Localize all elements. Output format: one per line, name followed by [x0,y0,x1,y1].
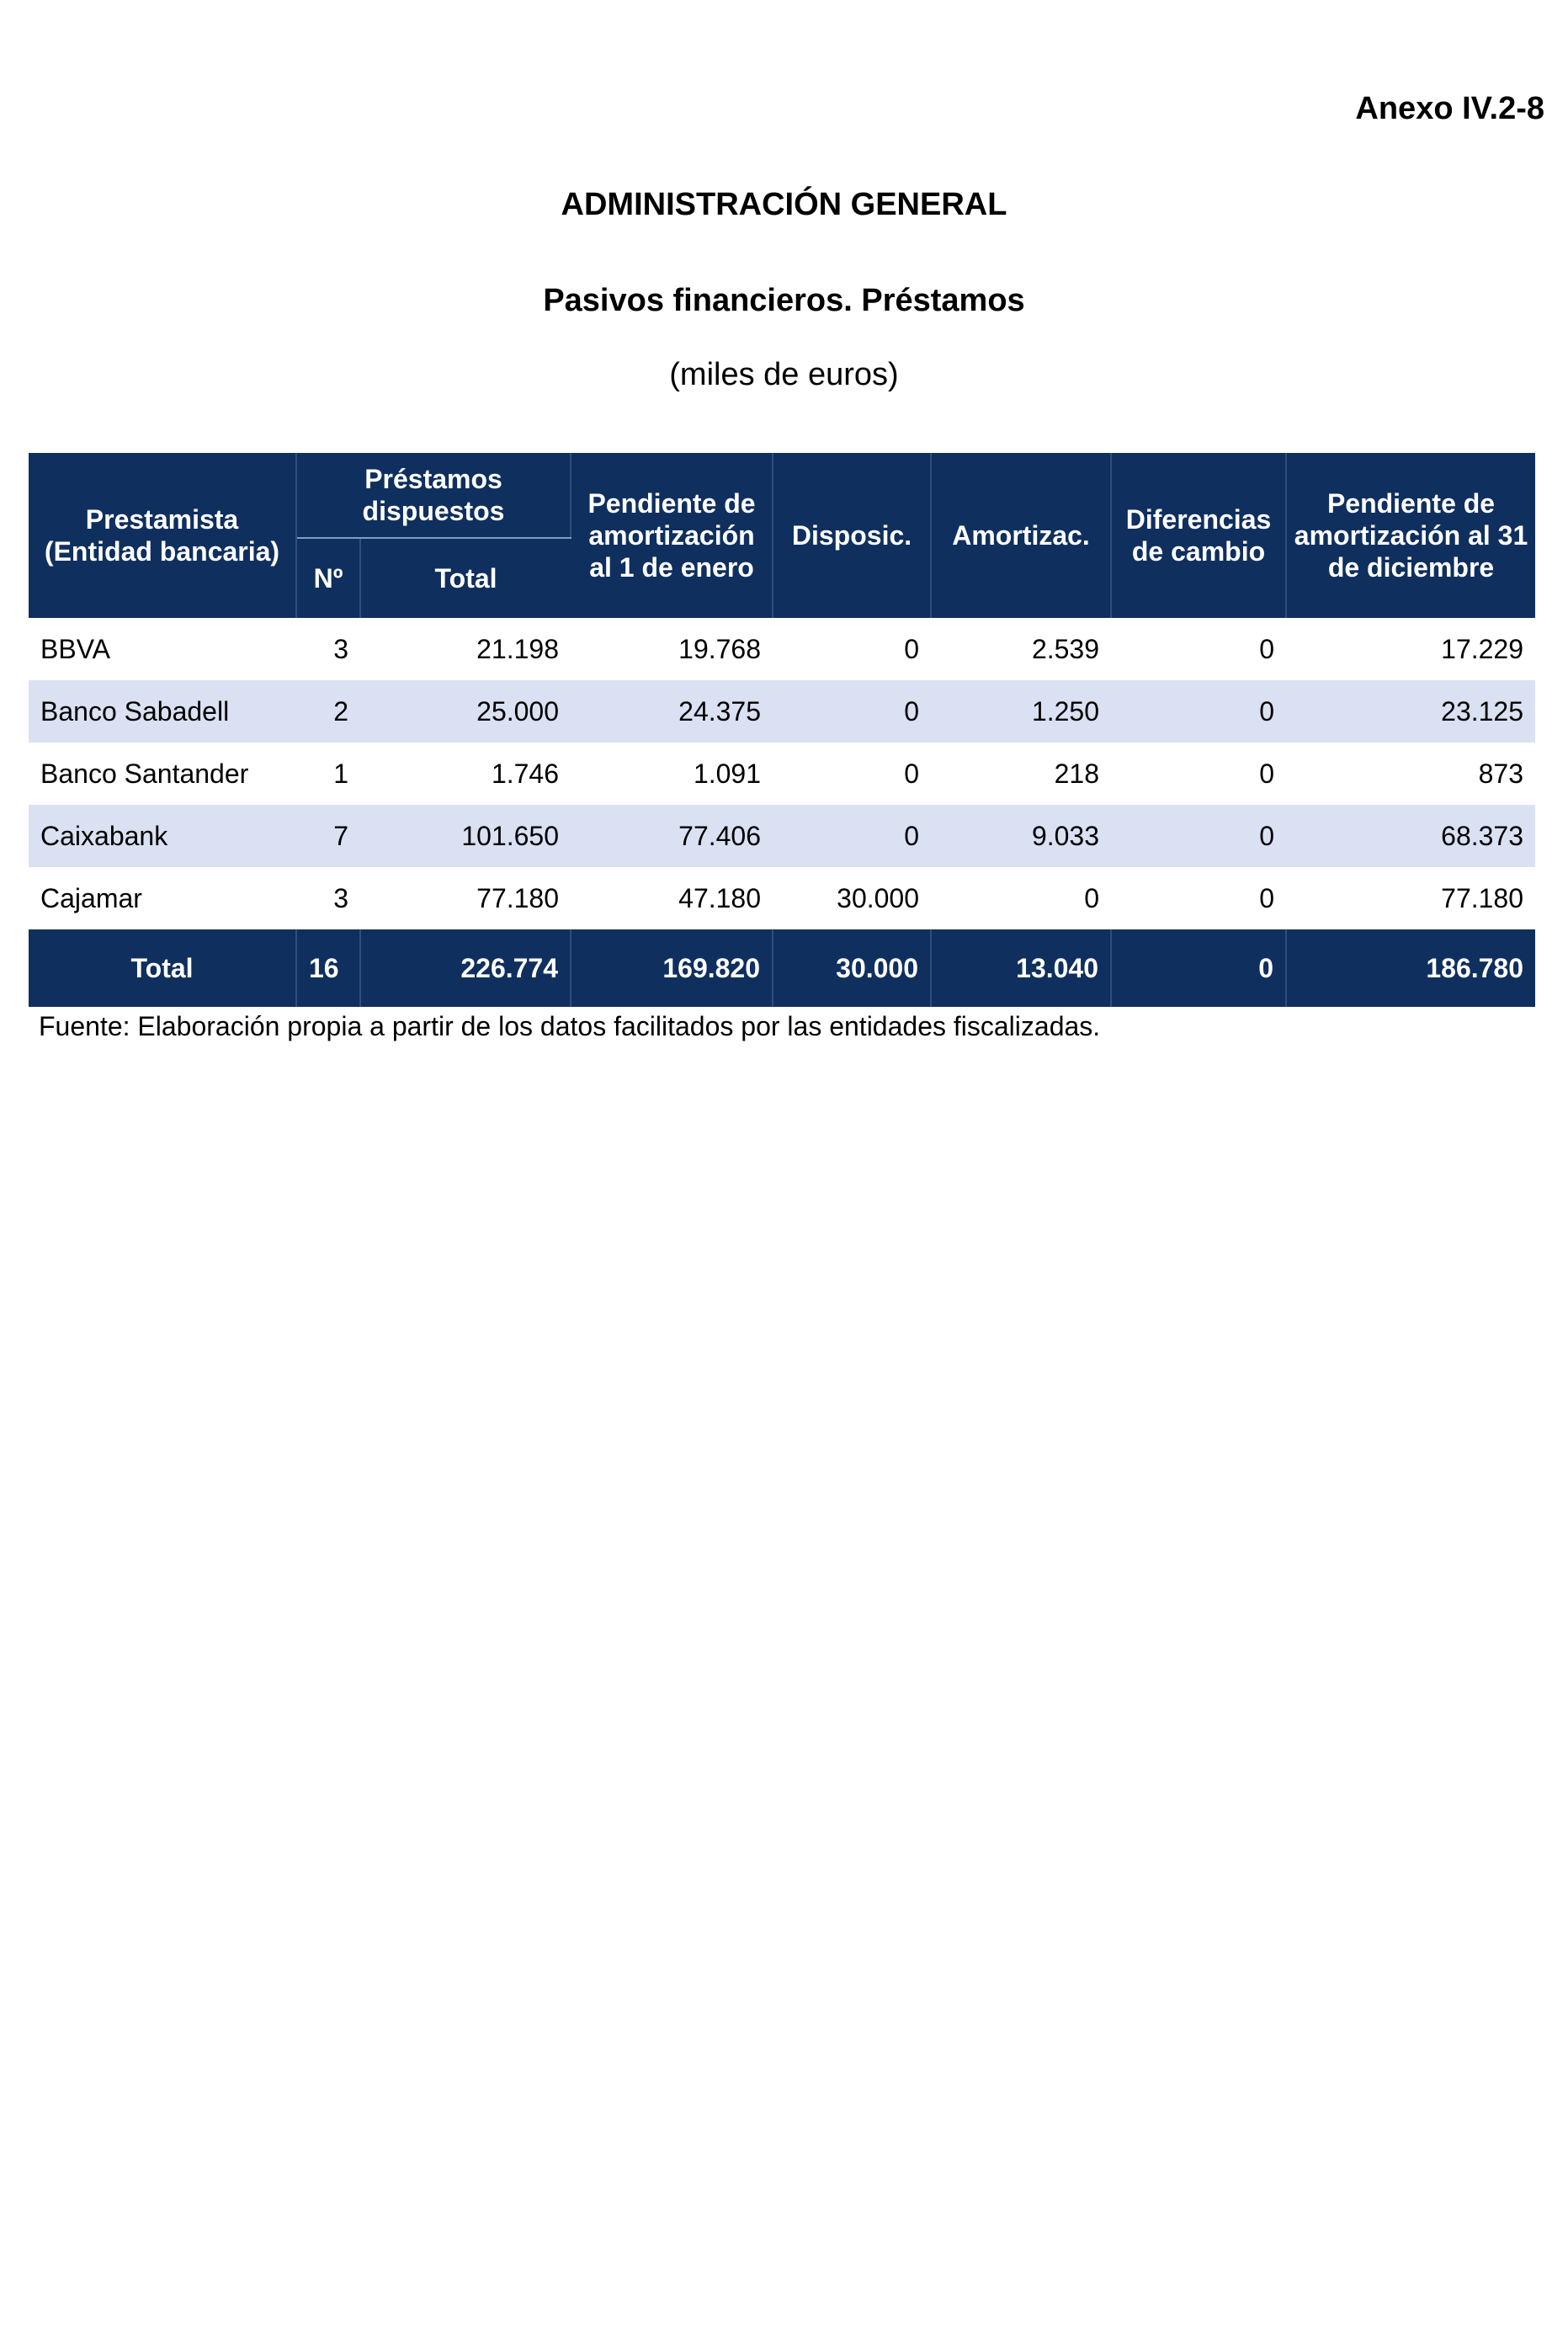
cell-total: 77.180 [476,882,560,913]
cell-total: 1.746 [491,758,560,789]
table-row [29,680,1535,743]
total-num: 16 [296,929,360,1007]
cell-pending-start: 47.180 [678,882,762,913]
cell-lender: Banco Santander [40,758,249,789]
source-note: Fuente: Elaboración propia a partir de los datos facilitados por las entidades fiscalizadas. [39,1011,1101,1041]
table-row [29,867,1535,929]
annex-label: Anexo IV.2-8 [1355,91,1544,126]
cell-pending-start: 19.768 [678,633,762,664]
header-loans-group: Préstamos dispuestos [296,453,571,538]
total-pending-end: 186.780 [1286,929,1535,1007]
cell-pending-start: 24.375 [571,680,773,743]
cell-disposals: 0 [904,633,920,664]
header-pending-end: Pendiente de amortización al 31 de diciembre [1286,453,1535,618]
cell-pending-end: 68.373 [1286,805,1535,867]
cell-pending-end: 77.180 [1441,882,1524,913]
cell-fx-diff: 0 [1259,758,1275,789]
cell-num: 2 [296,680,360,743]
cell-disposals: 0 [904,758,920,789]
cell-pending-start: 1.091 [693,758,762,789]
cell-amortization: 218 [1054,758,1100,789]
cell-amortization: 1.250 [931,680,1111,743]
cell-disposals: 0 [773,680,931,743]
cell-lender: Banco Sabadell [29,680,296,743]
cell-pending-end: 17.229 [1441,633,1524,664]
page-title: ADMINISTRACIÓN GENERAL [561,187,1007,222]
total-total: 226.774 [360,929,571,1007]
cell-total: 101.650 [360,805,571,867]
cell-total: 21.198 [476,633,560,664]
header-num: Nº [296,538,360,618]
total-amortization: 13.040 [931,929,1111,1007]
total-pending-start: 169.820 [571,929,773,1007]
total-row [29,929,1535,1007]
table-row [29,805,1535,867]
table-row [29,618,1535,680]
total-fx-diff: 0 [1111,929,1286,1007]
cell-amortization: 2.539 [1031,633,1100,664]
header-amortization: Amortizac. [931,453,1111,618]
header-total: Total [360,538,571,618]
cell-amortization: 9.033 [931,805,1111,867]
header-pending-start: Pendiente de amortización al 1 de enero [571,453,773,618]
header-disposals: Disposic. [773,453,931,618]
cell-lender: Cajamar [40,882,142,913]
cell-pending-end: 873 [1478,758,1524,789]
header-row [29,453,1535,538]
total-disposals: 30.000 [773,929,931,1007]
table-row [29,743,1535,805]
cell-num: 3 [333,633,348,664]
cell-total: 25.000 [360,680,571,743]
cell-fx-diff: 0 [1259,882,1275,913]
total-label: Total [29,929,296,1007]
cell-disposals: 30.000 [837,882,920,913]
cell-pending-end: 23.125 [1286,680,1535,743]
header-fx-diff: Diferencias de cambio [1111,453,1286,618]
cell-num: 3 [333,882,348,913]
loans-table [29,453,1535,1007]
cell-disposals: 0 [773,805,931,867]
units-note: (miles de euros) [669,357,899,392]
page-subtitle: Pasivos financieros. Préstamos [543,283,1025,318]
header-lender: Prestamista (Entidad bancaria) [29,453,296,618]
cell-lender: Caixabank [29,805,296,867]
cell-lender: BBVA [40,633,110,664]
cell-fx-diff: 0 [1111,805,1286,867]
cell-pending-start: 77.406 [571,805,773,867]
cell-fx-diff: 0 [1259,633,1275,664]
cell-amortization: 0 [1084,882,1100,913]
cell-fx-diff: 0 [1111,680,1286,743]
cell-num: 1 [333,758,348,789]
cell-num: 7 [296,805,360,867]
